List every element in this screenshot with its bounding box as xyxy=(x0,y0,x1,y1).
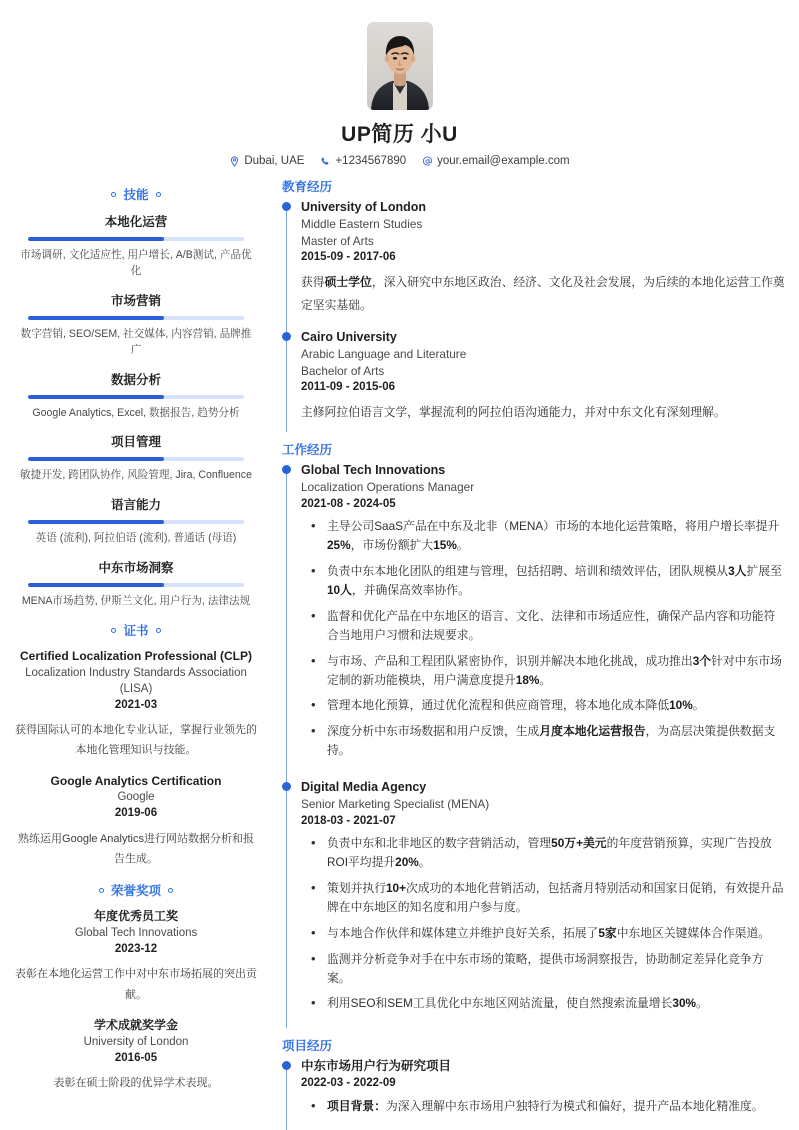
education-degree: Master of Arts xyxy=(301,233,374,248)
certificates-list xyxy=(14,648,258,869)
award-date: 2023-12 xyxy=(114,943,158,956)
skill-bar-fill xyxy=(28,237,164,241)
list-item: • 利用SEO和SEM工具优化中东地区网站流量，使自然搜索流量增长30%。 xyxy=(327,994,785,1013)
sidebar-section-skills-title xyxy=(14,185,258,203)
list-item: • 项目背景：为深入理解中东市场用户独特行为模式和偏好，提升产品本地化精准度。 xyxy=(327,1097,785,1116)
skill-bar-track xyxy=(28,237,244,241)
skill-item xyxy=(14,370,258,422)
resume-body xyxy=(0,177,799,1130)
skill-bar-fill xyxy=(28,583,164,587)
skill-desc: Google Analytics, Excel, 数据报告, 趋势分析 xyxy=(32,406,240,419)
list-item: • 主导公司SaaS产品在中东及北非（MENA）市场的本地化运营策略，将用户增长率提升25%，市场份额扩大15%。 xyxy=(327,517,785,555)
circle-decoration-icon xyxy=(99,888,104,893)
list-item: • 与本地合作伙伴和媒体建立并维护良好关系，拓展了5家中东地区关键媒体合作渠道。 xyxy=(327,924,785,943)
education-desc: 获得硕士学位，深入研究中东地区政治、经济、文化及社会发展，为后续的本地化运营工作奠定坚实基础。 xyxy=(301,275,785,313)
contact-location-text: Dubai, UAE xyxy=(244,155,305,167)
skill-name: 数据分析 xyxy=(110,372,161,387)
skill-name: 本地化运营 xyxy=(104,215,168,229)
certificate-title: Certified Localization Professional (CLP) xyxy=(19,649,253,664)
work-timeline xyxy=(282,462,785,1032)
skill-name: 中东市场洞察 xyxy=(98,561,174,576)
work-bullets xyxy=(301,517,785,760)
education-degree: Bachelor of Arts xyxy=(301,363,385,378)
work-role: Localization Operations Manager xyxy=(301,479,475,494)
skill-name: 市场营销 xyxy=(110,293,161,308)
work-role: Senior Marketing Specialist (MENA) xyxy=(301,796,490,811)
education-date: 2015-09 - 2017-06 xyxy=(301,251,396,264)
contact-phone xyxy=(320,155,406,167)
skill-bar-track xyxy=(28,520,244,524)
circle-decoration-icon xyxy=(156,628,161,633)
skill-bar-track xyxy=(28,457,244,461)
sidebar-section-awards-title xyxy=(14,881,258,899)
award-org: Global Tech Innovations xyxy=(74,926,198,939)
skill-item xyxy=(14,558,258,610)
project-bullets xyxy=(301,1097,785,1116)
list-item: • 深度分析中东市场数据和用户反馈，生成月度本地化运营报告，为高层决策提供数据支持。 xyxy=(327,722,785,760)
certificate-org: Google xyxy=(117,791,155,804)
section-work-title: 工作经历 xyxy=(282,443,333,458)
circle-decoration-icon xyxy=(168,888,173,893)
email-at-icon xyxy=(422,156,433,167)
circle-decoration-icon xyxy=(111,192,116,197)
list-item: • 与市场、产品和工程团队紧密协作，识别并解决本地化挑战，成功推出3个针对中东市场定制的新功能模块，用户满意度提升18%。 xyxy=(327,652,785,690)
sidebar-certificates-label: 证书 xyxy=(123,624,149,639)
list-item: • 负责中东和北非地区的数字营销活动，管理50万+美元的年度营销预算，实现广告投放ROI平均提升20%。 xyxy=(327,834,785,872)
award-org: University of London xyxy=(83,1035,189,1048)
work-company: Digital Media Agency xyxy=(301,780,427,795)
list-item: • 管理本地化预算，通过优化流程和供应商管理，将本地化成本降低10%。 xyxy=(327,696,785,715)
section-education xyxy=(282,177,785,436)
education-major: Middle Eastern Studies xyxy=(301,216,423,231)
portrait-photo-icon xyxy=(367,22,433,110)
certificate-date: 2019-06 xyxy=(114,807,158,820)
skill-bar-track xyxy=(28,316,244,320)
project-item xyxy=(301,1058,785,1130)
certificate-org: Localization Industry Standards Association (LISA) xyxy=(25,666,247,695)
skill-item xyxy=(14,212,258,280)
main-column xyxy=(272,177,785,1130)
avatar xyxy=(367,22,433,110)
work-bullets xyxy=(301,834,785,1013)
skill-desc: 数字营销, SEO/SEM, 社交媒体, 内容营销, 品牌推广 xyxy=(20,327,252,356)
education-school: University of London xyxy=(301,200,426,214)
award-title: 年度优秀员工奖 xyxy=(93,909,178,924)
skill-item xyxy=(14,291,258,359)
sidebar-column xyxy=(14,177,272,1105)
project-date: 2022-03 - 2022-09 xyxy=(301,1077,396,1090)
skill-desc: 敏捷开发, 跨团队协作, 风险管理, Jira, Confluence xyxy=(20,469,252,482)
certificate-item xyxy=(14,773,258,870)
sidebar-awards-label: 荣誉奖项 xyxy=(110,884,161,899)
skill-item xyxy=(14,432,258,484)
skill-desc: 英语 (流利), 阿拉伯语 (流利), 普通话 (母语) xyxy=(35,532,237,545)
skill-bar-fill xyxy=(28,316,164,320)
contact-location xyxy=(229,155,304,167)
circle-decoration-icon xyxy=(111,628,116,633)
work-date: 2018-03 - 2021-07 xyxy=(301,814,396,827)
award-item xyxy=(14,1017,258,1093)
section-work xyxy=(282,440,785,1032)
skill-item xyxy=(14,495,258,547)
awards-list xyxy=(14,908,258,1093)
contact-email-text: your.email@example.com xyxy=(437,155,570,167)
award-desc: 表彰在硕士阶段的优异学术表现。 xyxy=(53,1076,219,1089)
skill-desc: 市场调研, 文化适应性, 用户增长, A/B测试, 产品优化 xyxy=(20,249,252,277)
skills-list xyxy=(14,212,258,610)
certificate-title: Google Analytics Certification xyxy=(50,773,222,788)
page-title: UP简历 小U xyxy=(341,123,458,146)
award-date: 2016-05 xyxy=(114,1051,158,1064)
contact-email xyxy=(422,155,569,167)
phone-icon xyxy=(320,156,331,167)
certificate-date: 2021-03 xyxy=(114,698,158,711)
certificate-desc: 熟练运用Google Analytics进行网站数据分析和报告生成。 xyxy=(18,832,254,866)
certificate-item xyxy=(14,648,258,761)
award-desc: 表彰在本地化运营工作中对中东市场拓展的突出贡献。 xyxy=(15,968,257,1001)
skill-bar-track xyxy=(28,395,244,399)
list-item: • 监测并分析竞争对手在中东市场的策略，提供市场洞察报告，协助制定差异化竞争方案。 xyxy=(327,950,785,988)
award-item xyxy=(14,908,258,1005)
skill-bar-fill xyxy=(28,520,164,524)
work-date: 2021-08 - 2024-05 xyxy=(301,497,396,510)
project-name: 中东市场用户行为研究项目 xyxy=(301,1059,452,1074)
list-item: • 负责中东本地化团队的组建与管理，包括招聘、培训和绩效评估，团队规模从3人扩展至10人，并确保高效率协作。 xyxy=(327,562,785,600)
list-item: • 策划并执行10+次成功的本地化营销活动，包括斋月特别活动和国家日促销，有效提升品牌在中东地区的知名度和用户参与度。 xyxy=(327,879,785,917)
education-item xyxy=(301,329,785,436)
skill-desc: MENA市场趋势, 伊斯兰文化, 用户行为, 法律法规 xyxy=(21,595,251,608)
work-item xyxy=(301,779,785,1032)
section-projects-title: 项目经历 xyxy=(282,1039,333,1054)
location-pin-icon xyxy=(229,156,240,167)
work-company: Global Tech Innovations xyxy=(301,463,446,478)
work-item xyxy=(301,462,785,779)
skill-name: 项目管理 xyxy=(110,435,161,450)
sidebar-skills-label: 技能 xyxy=(123,188,149,202)
contact-phone-text: +1234567890 xyxy=(335,155,407,167)
circle-decoration-icon xyxy=(156,192,161,197)
skill-bar-fill xyxy=(28,457,164,461)
resume-header xyxy=(0,0,799,177)
education-desc: 主修阿拉伯语言文学，掌握流利的阿拉伯语沟通能力，并对中东文化有深刻理解。 xyxy=(301,405,726,420)
skill-bar-fill xyxy=(28,395,164,399)
education-date: 2011-09 - 2015-06 xyxy=(301,381,395,394)
education-timeline xyxy=(282,199,785,436)
skill-bar-track xyxy=(28,583,244,587)
contact-row xyxy=(0,155,799,167)
sidebar-section-certificates-title xyxy=(14,621,258,639)
skill-name: 语言能力 xyxy=(110,498,161,513)
list-item: • 监督和优化产品在中东地区的语言、文化、法律和市场适应性，确保产品内容和功能符合当地用户习惯和法规要求。 xyxy=(327,607,785,645)
certificate-desc: 获得国际认可的本地化专业认证，掌握行业领先的本地化管理知识与技能。 xyxy=(15,724,257,757)
section-projects xyxy=(282,1036,785,1130)
award-title: 学术成就奖学金 xyxy=(93,1017,178,1032)
education-item xyxy=(301,199,785,329)
education-school: Cairo University xyxy=(301,330,397,345)
education-major: Arabic Language and Literature xyxy=(301,346,467,361)
projects-timeline xyxy=(282,1058,785,1130)
section-education-title: 教育经历 xyxy=(282,180,333,194)
